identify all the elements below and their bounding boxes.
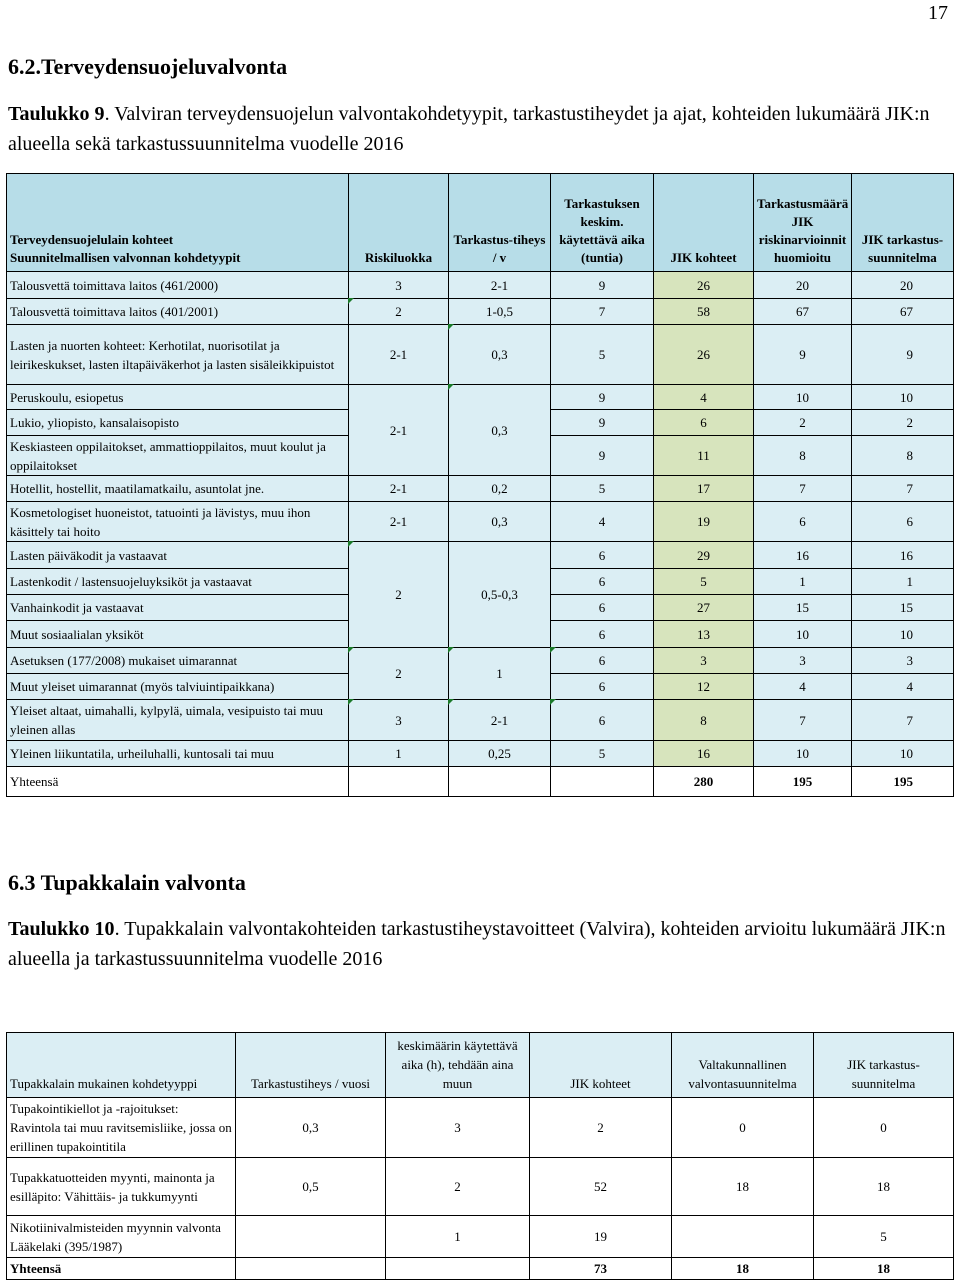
table-row: Tupakkatuotteiden myynti, mainonta ja esilläpito: Vähittäis- ja tukkumyynti 0,5 2 52 18 18 — [7, 1158, 954, 1216]
header-type: Terveydensuojelulain kohteet Suunnitelmallisen valvonnan kohdetyypit — [7, 174, 349, 272]
table-row: Tupakointikiellot ja -rajoitukset: Ravintola tai muu ravitsemisliike, jossa on erillinen tupakointitila 0,3 3 2 0 0 — [7, 1098, 954, 1158]
table-row: Talousvettä toimittava laitos (401/2001) 2 1-0,5 7 58 67 67 — [7, 299, 954, 325]
header-risk: Riskiluokka — [349, 174, 449, 272]
caption-text: . Tupakkalain valvontakohteiden tarkastustiheystavoitteet (Valvira), kohteiden arvioitu lukumäärä JIK:n alueella ja tarkastussuunnitelma vuodelle 2016 — [8, 918, 946, 970]
table-row: Talousvettä toimittava laitos (461/2000) 3 2-1 9 26 20 20 — [7, 272, 954, 299]
section-heading: 6.2.Terveydensuojeluvalvonta — [8, 54, 288, 79]
table-row: Lastenkodit / lastensuojeluyksiköt ja vastaavat 6 5 1 1 — [7, 569, 954, 595]
section-heading: 6.3 Tupakkalain valvonta — [8, 870, 246, 895]
table-row: Muut sosiaalialan yksiköt 6 13 10 10 — [7, 621, 954, 648]
caption-label: Taulukko 10 — [8, 918, 115, 940]
table-row: Asetuksen (177/2008) mukaiset uimarannat 2 1 6 3 3 3 — [7, 648, 954, 674]
header-jik: JIK kohteet — [654, 174, 754, 272]
header-type: Tupakkalain mukainen kohdetyyppi — [7, 1033, 236, 1098]
table-row: Lasten päiväkodit ja vastaavat 2 0,5-0,3 6 29 16 16 — [7, 542, 954, 569]
table-row: Yleiset altaat, uimahalli, kylpylä, uimala, vesipuisto tai muu yleinen allas 3 2-1 6 8 7 7 — [7, 700, 954, 741]
header-time: keskimäärin käytettävä aika (h), tehdään aina muun — [386, 1033, 530, 1098]
table-row: Vanhainkodit ja vastaavat 6 27 15 15 — [7, 595, 954, 621]
header-national: Valtakunnallinen valvontasuunnitelma — [672, 1033, 814, 1098]
header-freq: Tarkastus-tiheys / v — [449, 174, 551, 272]
table-row: Lasten ja nuorten kohteet: Kerhotilat, nuorisotilat ja leirikeskukset, lasten iltapäiväkerhot ja lasten sisäleikkipuistot 2-1 0,3 5 26 9 9 — [7, 325, 954, 385]
header-plan: JIK tarkastus-suunnitelma — [852, 174, 954, 272]
header-freq: Tarkastustiheys / vuosi — [236, 1033, 386, 1098]
page-number: 17 — [928, 2, 948, 24]
total-row: Yhteensä 280 195 195 — [7, 767, 954, 797]
header-plan: JIK tarkastus-suunnitelma — [814, 1033, 954, 1098]
tobacco-table — [6, 1032, 954, 1280]
table-row: Lukio, yliopisto, kansalaisopisto 9 6 2 2 — [7, 410, 954, 436]
header-risk-count: Tarkastusmäärä JIK riskinarvioinnit huomioitu — [754, 174, 852, 272]
table-row: Kosmetologiset huoneistot, tatuointi ja lävistys, muu ihon käsittely tai hoito 2-1 0,3 4 19 6 6 — [7, 502, 954, 542]
total-row: Yhteensä 73 18 18 — [7, 1258, 954, 1280]
table-row: Keskiasteen oppilaitokset, ammattioppilaitos, muut koulut ja oppilaitokset 9 11 8 8 — [7, 436, 954, 476]
table-row: Peruskoulu, esiopetus 2-1 0,3 9 4 10 10 — [7, 385, 954, 410]
table-row: Hotellit, hostellit, maatilamatkailu, asuntolat jne. 2-1 0,2 5 17 7 7 — [7, 476, 954, 502]
caption-text: . Valviran terveydensuojelun valvontakohdetyypit, tarkastustiheydet ja ajat, kohteiden lukumäärä JIK:n alueella sekä tarkastussuunnitelma vuodelle 2016 — [8, 103, 930, 155]
table-row: Nikotiinivalmisteiden myynnin valvonta Lääkelaki (395/1987) 1 19 5 — [7, 1216, 954, 1258]
table-caption — [8, 914, 946, 974]
header-jik: JIK kohteet — [530, 1033, 672, 1098]
inspection-table — [6, 173, 954, 797]
table-row: Yleinen liikuntatila, urheiluhalli, kuntosali tai muu 1 0,25 5 16 10 10 — [7, 741, 954, 767]
header-time: Tarkastuksen keskim. käytettävä aika (tuntia) — [551, 174, 654, 272]
table-row: Muut yleiset uimarannat (myös talviuintipaikkana) 6 12 4 4 — [7, 674, 954, 700]
caption-label: Taulukko 9 — [8, 103, 105, 125]
table-caption — [8, 99, 946, 159]
